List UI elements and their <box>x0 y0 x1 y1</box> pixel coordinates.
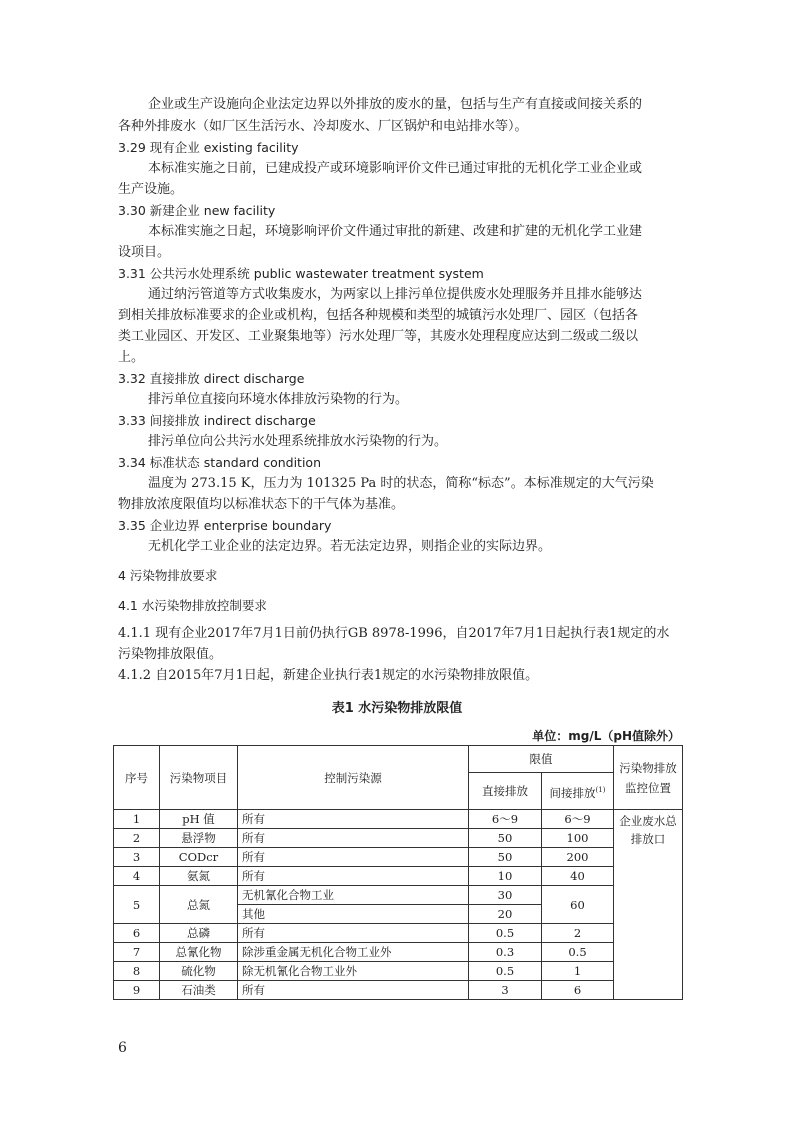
cell-source: 无机氰化合物工业 <box>238 886 469 905</box>
paragraph-line: 设项目。 <box>118 245 171 260</box>
emission-limits-table <box>113 745 683 1000</box>
cell-no: 8 <box>114 962 160 981</box>
paragraph-line: 温度为 273.15 K，压力为 101325 Pa 时的状态，简称“标态”。本标准规定的大气污染 <box>148 476 654 491</box>
paragraph-line: 到相关排放标准要求的企业或机构，包括各种规模和类型的城镇污水处理厂、园区（包括各 <box>118 308 639 323</box>
header-limit: 限值 <box>469 746 614 773</box>
paragraph-line: 排污单位直接向环境水体排放污染物的行为。 <box>148 392 409 407</box>
table-row <box>114 943 683 962</box>
cell-direct: 0.5 <box>469 962 542 981</box>
cell-source: 其他 <box>238 905 469 924</box>
cell-monitor-location: 企业废水总排放口 <box>614 810 683 1000</box>
cell-direct: 50 <box>469 848 542 867</box>
cell-item: CODcr <box>160 848 238 867</box>
paragraph-line: 各种外排废水（如厂区生活污水、冷却废水、厂区锅炉和电站排水等）。 <box>118 119 528 134</box>
cell-item: 悬浮物 <box>160 829 238 848</box>
section-heading-3-33: 3.33 间接排放 indirect discharge <box>118 413 316 428</box>
cell-indirect: 40 <box>542 867 614 886</box>
table-caption: 表1 水污染物排放限值 <box>331 701 463 716</box>
paragraph-line: 无机化学工业企业的法定边界。若无法定边界，则指企业的实际边界。 <box>148 539 552 554</box>
table-row <box>114 924 683 943</box>
cell-source: 所有 <box>238 981 469 1000</box>
cell-direct: 20 <box>469 905 542 924</box>
cell-no: 5 <box>114 886 160 924</box>
cell-no: 1 <box>114 810 160 829</box>
cell-indirect: 60 <box>542 886 614 924</box>
header-monitor: 污染物排放监控位置 <box>614 746 683 810</box>
paragraph-line: 4.1.1 现有企业2017年7月1日前仍执行GB 8978-1996，自2017年7月1日起执行表1规定的水 <box>118 626 670 641</box>
section-heading-3-34: 3.34 标准状态 standard condition <box>118 455 321 470</box>
header-no: 序号 <box>114 746 160 810</box>
table-row <box>114 962 683 981</box>
cell-no: 7 <box>114 943 160 962</box>
section-heading-3-31: 3.31 公共污水处理系统 public wastewater treatment system <box>118 266 484 281</box>
paragraph-line: 物排放浓度限值均以标准状态下的干气体为基准。 <box>118 497 405 512</box>
cell-item: 氨氮 <box>160 867 238 886</box>
section-heading-3-35: 3.35 企业边界 enterprise boundary <box>118 518 332 533</box>
cell-source: 所有 <box>238 848 469 867</box>
cell-item: 总氰化物 <box>160 943 238 962</box>
table-row <box>114 867 683 886</box>
table-row <box>114 829 683 848</box>
cell-source: 所有 <box>238 924 469 943</box>
cell-source: 除涉重金属无机化合物工业外 <box>238 943 469 962</box>
cell-indirect: 1 <box>542 962 614 981</box>
cell-indirect: 100 <box>542 829 614 848</box>
cell-indirect: 2 <box>542 924 614 943</box>
cell-no: 3 <box>114 848 160 867</box>
paragraph-line: 类工业园区、开发区、工业聚集地等）污水处理厂等，其废水处理程度应达到二级或二级以 <box>118 329 639 344</box>
cell-indirect: 6～9 <box>542 810 614 829</box>
paragraph-line: 污染物排放限值。 <box>118 647 223 662</box>
paragraph-line: 生产设施。 <box>118 182 184 197</box>
cell-direct: 10 <box>469 867 542 886</box>
cell-direct: 6～9 <box>469 810 542 829</box>
cell-direct: 0.5 <box>469 924 542 943</box>
header-source: 控制污染源 <box>238 746 469 810</box>
table-row <box>114 810 683 829</box>
paragraph-line: 排污单位向公共污水处理系统排放水污染物的行为。 <box>148 434 448 449</box>
cell-item: 总磷 <box>160 924 238 943</box>
table-row <box>114 981 683 1000</box>
cell-direct: 3 <box>469 981 542 1000</box>
header-indirect: 间接排放$^{(1)}$ <box>542 773 614 810</box>
table-header-row <box>114 746 683 773</box>
cell-indirect: 200 <box>542 848 614 867</box>
cell-item: 硫化物 <box>160 962 238 981</box>
paragraph-line: 企业或生产设施向企业法定边界以外排放的废水的量，包括与生产有直接或间接关系的 <box>148 97 643 112</box>
paragraph-line: 本标准实施之日起，环境影响评价文件通过审批的新建、改建和扩建的无机化学工业建 <box>148 224 643 239</box>
section-heading-3-30: 3.30 新建企业 new facility <box>118 203 276 218</box>
table-row <box>114 848 683 867</box>
paragraph-line: 4.1.2 自2015年7月1日起，新建企业执行表1规定的水污染物排放限值。 <box>118 668 539 683</box>
cell-item: 石油类 <box>160 981 238 1000</box>
section-heading-4: 4 污染物排放要求 <box>118 568 218 583</box>
cell-direct: 30 <box>469 886 542 905</box>
cell-item: 总氮 <box>160 886 238 924</box>
cell-source: 除无机氰化合物工业外 <box>238 962 469 981</box>
cell-source: 所有 <box>238 829 469 848</box>
paragraph-line: 上。 <box>118 350 145 365</box>
table-row <box>114 886 683 905</box>
cell-indirect: 0.5 <box>542 943 614 962</box>
table-unit-note: 单位：mg/L（pH值除外） <box>532 729 680 743</box>
cell-indirect: 6 <box>542 981 614 1000</box>
cell-no: 9 <box>114 981 160 1000</box>
paragraph-line: 本标准实施之日前，已建成投产或环境影响评价文件已通过审批的无机化学工业企业或 <box>148 161 643 176</box>
cell-source: 所有 <box>238 867 469 886</box>
section-heading-3-32: 3.32 直接排放 direct discharge <box>118 371 305 386</box>
cell-item: pH 值 <box>160 810 238 829</box>
cell-direct: 0.3 <box>469 943 542 962</box>
page-number: 6 <box>118 1040 127 1056</box>
paragraph-line: 通过纳污管道等方式收集废水，为两家以上排污单位提供废水处理服务并且排水能够达 <box>148 287 643 302</box>
cell-no: 4 <box>114 867 160 886</box>
cell-no: 6 <box>114 924 160 943</box>
section-heading-4-1: 4.1 水污染物排放控制要求 <box>118 598 267 613</box>
section-heading-3-29: 3.29 现有企业 existing facility <box>118 140 299 155</box>
cell-no: 2 <box>114 829 160 848</box>
header-direct: 直接排放 <box>469 773 542 810</box>
header-item: 污染物项目 <box>160 746 238 810</box>
cell-source: 所有 <box>238 810 469 829</box>
cell-direct: 50 <box>469 829 542 848</box>
